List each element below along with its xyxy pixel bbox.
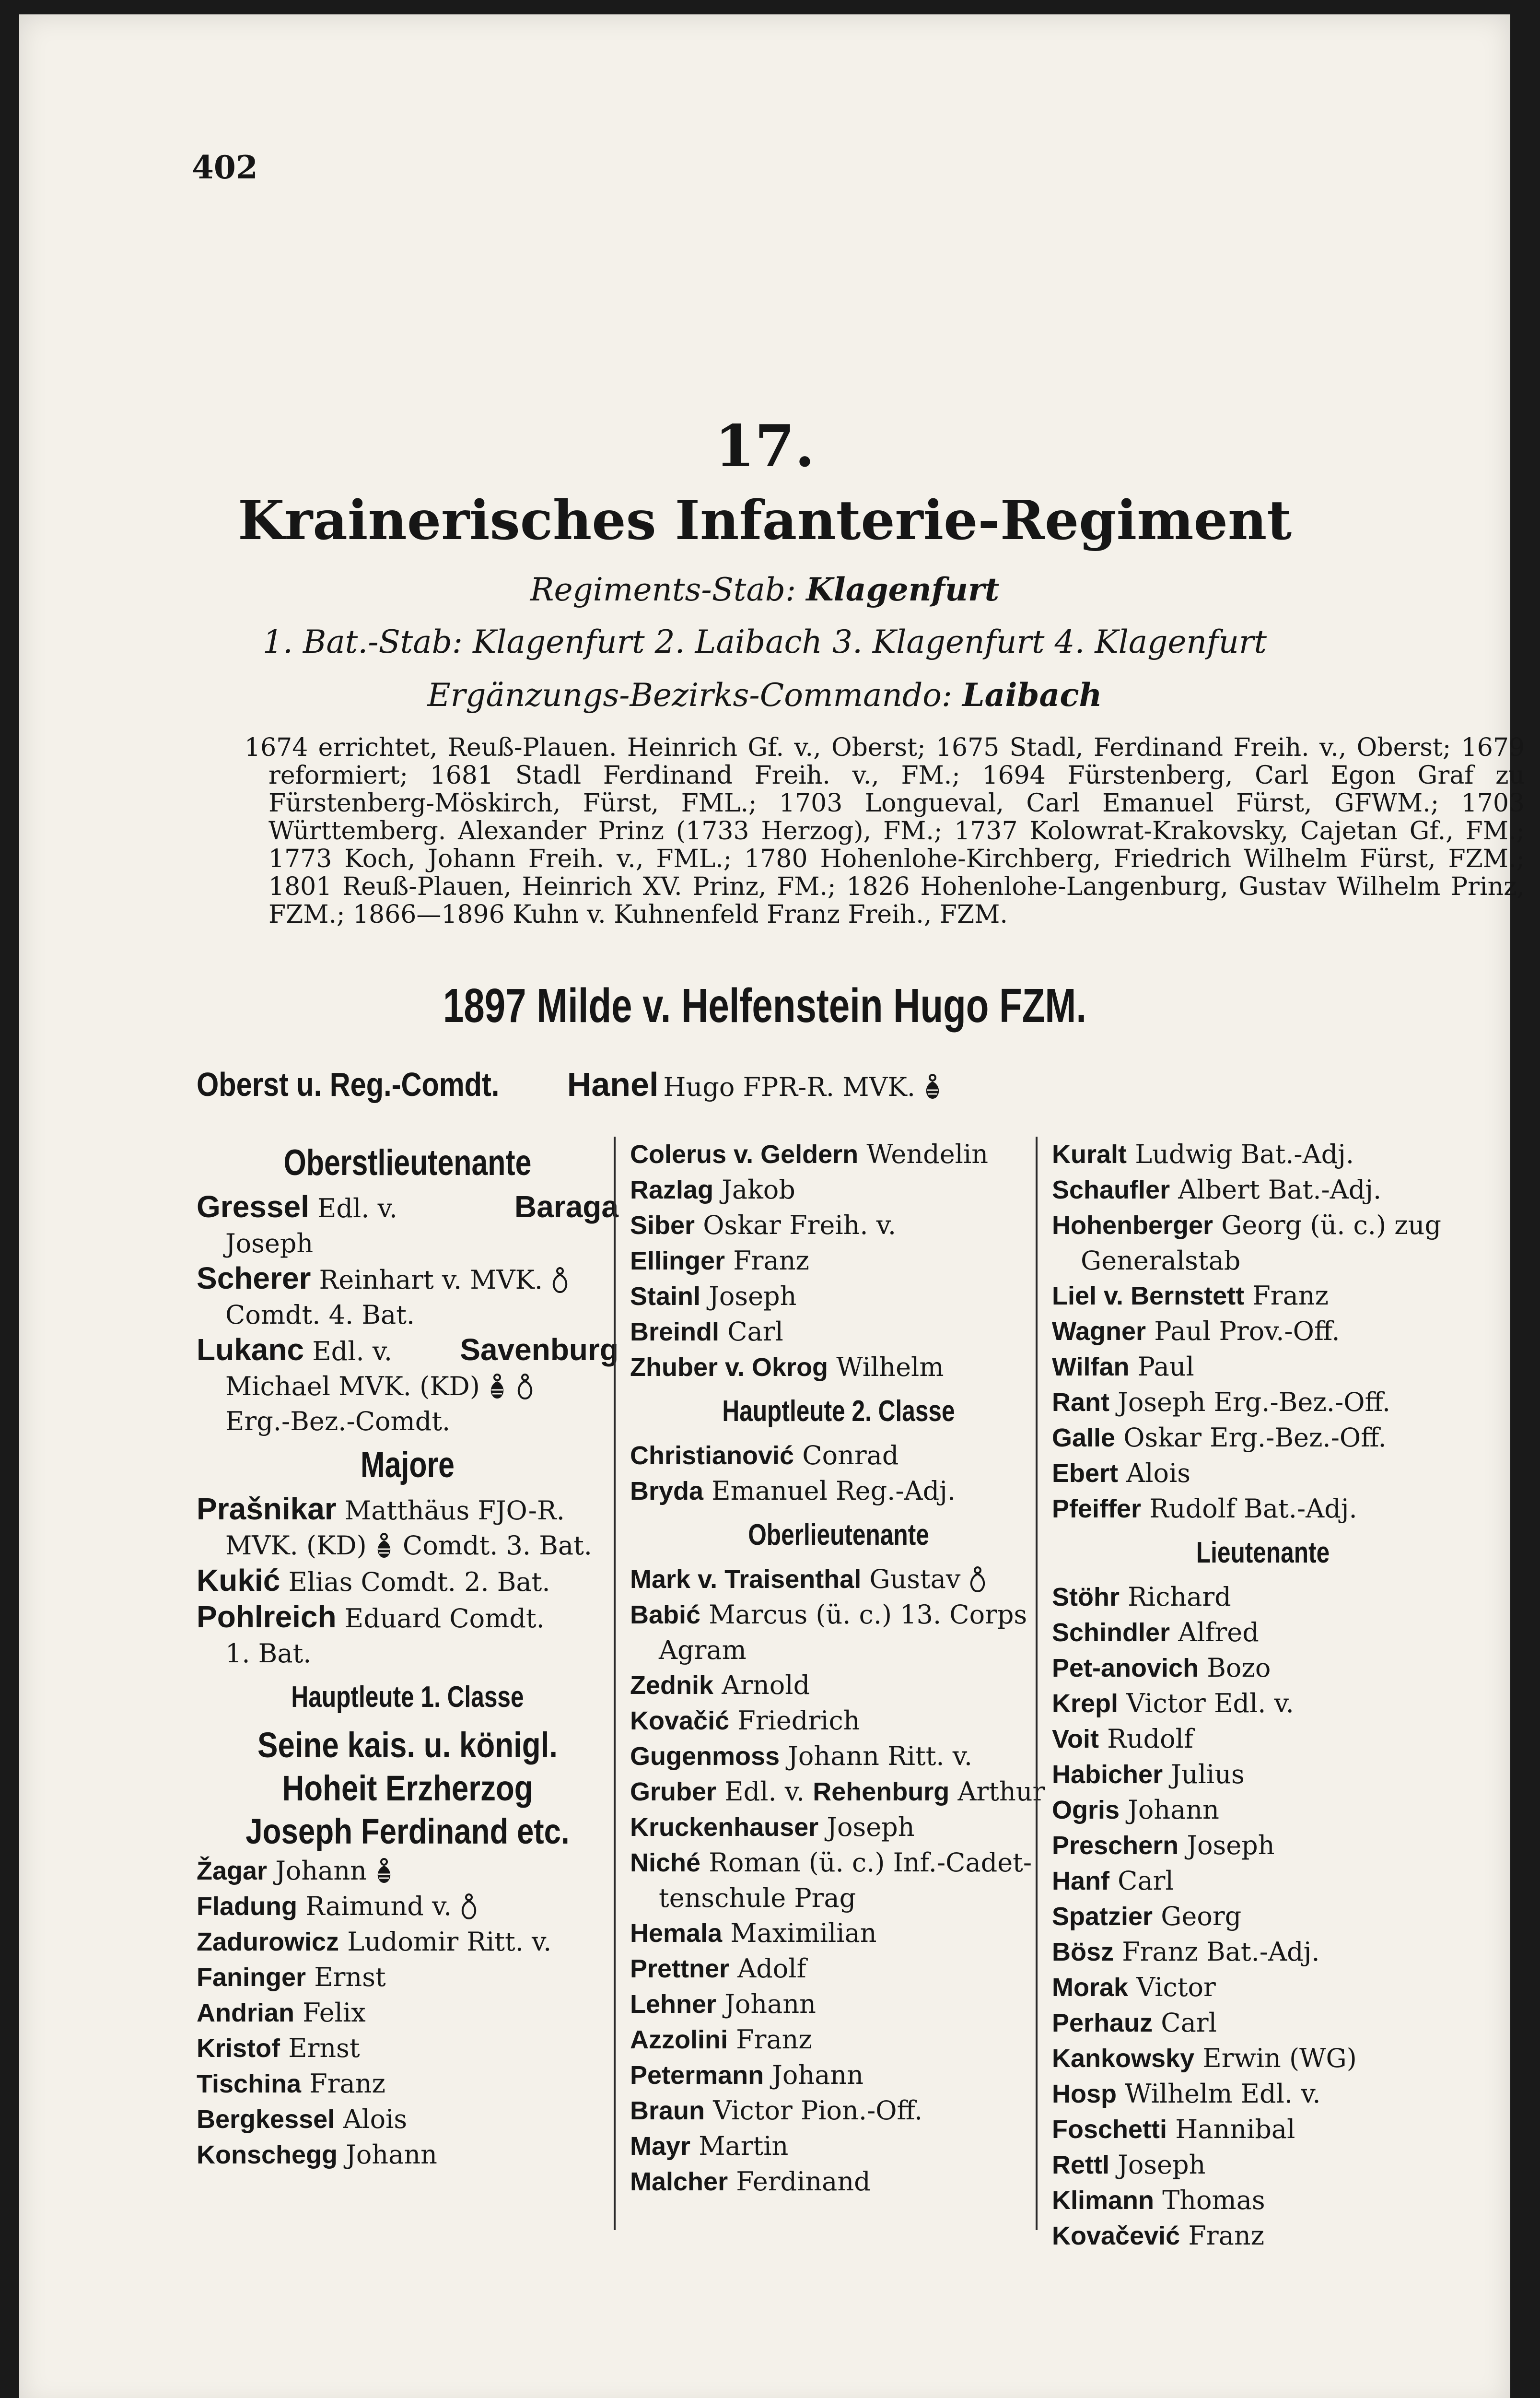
officer-entry (1052, 1863, 1474, 1899)
officer-details: Oskar Freih. v. (703, 1210, 896, 1240)
officer-details: Franz (1188, 2221, 1265, 2251)
officer-entry (630, 1243, 1047, 1279)
officer-surname: Hemala (630, 1919, 723, 1948)
officer-details: Johann (772, 2060, 863, 2090)
officer-surname: Zhuber v. Okrog (630, 1353, 828, 1382)
officer-details: Wendelin (866, 1139, 988, 1169)
officer-continuation: tenschule Prag (659, 1883, 856, 1913)
officer-surname: Gruber (630, 1777, 717, 1806)
officer-surname: Foschetti (1052, 2115, 1167, 2144)
officer-entry (630, 1916, 1047, 1951)
officer-entry (197, 1995, 618, 2031)
officer-entry (630, 1279, 1047, 1314)
officer-surname: Kankowsky (1052, 2044, 1195, 2073)
officer-entry (630, 1562, 1047, 1597)
officer-surname: Lehner (630, 1990, 717, 2019)
officer-details: Ludwig Bat.-Adj. (1135, 1139, 1354, 1169)
officer-details: Ernst (314, 1962, 386, 1992)
column-2 (614, 1137, 1047, 2230)
officer-surname: Konschegg (197, 2140, 338, 2169)
officer-surname: Spatzier (1052, 1902, 1153, 1931)
officer-surname: Klimann (1052, 2186, 1155, 2215)
officer-surname: Kristof (197, 2034, 280, 2063)
officer-entry (1052, 1172, 1474, 1208)
officer-details: Johann (724, 1989, 816, 2019)
officer-details: Franz (733, 1246, 809, 1276)
officer-details: Alois (1126, 1458, 1190, 1488)
officer-entry (1052, 1456, 1474, 1491)
officer-entry (630, 2022, 1047, 2057)
officer-details: Alfred (1178, 1617, 1259, 1647)
officer-details: Arthur (957, 1776, 1045, 1807)
officer-details: Emanuel Reg.-Adj. (712, 1476, 956, 1506)
erg-label: Ergänzungs-Bezirks-Commando: (427, 677, 963, 714)
officer-details: Edl. v. (724, 1776, 805, 1807)
officer-surname: Rettl (1052, 2151, 1109, 2179)
officer-surname: Andrian (197, 1998, 295, 2027)
officer-surname: Prettner (630, 1954, 730, 1983)
officer-surname: Petermann (630, 2061, 764, 2090)
officer-details: Friedrich (737, 1705, 860, 1736)
royal-captain: Seine kais. u. königl. Hoheit Erzherzog Joseph Ferdinand etc. (245, 1725, 570, 1851)
regiment-title: Krainerisches Infanterie-Regiment (237, 489, 1292, 552)
officer-details: Matthäus FJO-R. (344, 1495, 565, 1526)
officer-surname: Voit (1052, 1725, 1099, 1753)
officer-surname: Schaufler (1052, 1175, 1170, 1204)
officer-details: Victor Edl. v. (1126, 1688, 1294, 1718)
officer-details: Carl (1161, 2008, 1217, 2038)
officer-entry (630, 1668, 1047, 1703)
officer-entry (630, 1473, 1047, 1509)
officer-surname: Ebert (1052, 1459, 1119, 1488)
officer-surname: Wagner (1052, 1317, 1146, 1346)
officer-details: Georg (ü. c.) zug (1221, 1210, 1441, 1240)
officer-entry (1052, 1615, 1474, 1650)
officer-entry (630, 1703, 1047, 1739)
officer-details: Maximilian (730, 1918, 877, 1948)
officer-details: Reinhart v. MVK. (319, 1265, 543, 1295)
heading-oberstlieutenante: Oberstlieutenante (283, 1142, 532, 1183)
officer-details: Elias Comdt. 2. Bat. (288, 1567, 550, 1597)
officer-surname: Gugenmoss (630, 1742, 780, 1771)
officer-continuation: 1. Bat. (225, 1638, 312, 1669)
officer-surname: Bergkessel (197, 2105, 335, 2134)
officer-details: Felix (303, 1998, 366, 2028)
officer-surname: Braun (630, 2096, 705, 2125)
column-3 (1036, 1137, 1474, 2251)
officer-entry (630, 2128, 1047, 2164)
officer-surname: Ogris (1052, 1796, 1120, 1824)
officer-details: Johann (346, 2139, 437, 2170)
officer-surname: Bryda (630, 1477, 704, 1505)
officer-details: Wilhelm (836, 1352, 944, 1382)
officer-surname: Kovačević (1052, 2222, 1180, 2250)
officer-entry (1052, 2005, 1474, 2041)
officer-details: Gustav (869, 1564, 961, 1594)
officer-surname: Colerus v. Geldern (630, 1140, 859, 1169)
officer-entry (1052, 1757, 1474, 1792)
officer-details: Jakob (722, 1175, 795, 1205)
oberst-surname: Hanel (567, 1066, 659, 1103)
officer-surname: Mayr (630, 2132, 691, 2161)
officer-details: Conrad (802, 1440, 899, 1470)
officer-entry (1052, 2183, 1474, 2218)
officer-surname: Galle (1052, 1423, 1116, 1452)
officer-details: Franz (309, 2069, 385, 2099)
decoration-outline-icon (514, 1374, 536, 1403)
officer-surname: Scherer (197, 1261, 311, 1295)
officer-surname: Pfeiffer (1052, 1494, 1142, 1523)
officer-surname: Zadurowicz (197, 1928, 339, 1956)
officer-entry (197, 1332, 618, 1369)
officer-entry (630, 2057, 1047, 2093)
officer-surname: Perhauz (1052, 2009, 1153, 2037)
officer-details: Joseph Erg.-Bez.-Off. (1118, 1387, 1391, 1417)
officer-entry (1052, 2147, 1474, 2183)
officer-entry (1052, 1137, 1474, 1172)
officer-entry (197, 1889, 618, 1924)
officer-surname: Fladung (197, 1892, 297, 1921)
officer-entry (197, 1492, 618, 1528)
officer-details: Joseph (827, 1812, 915, 1842)
officer-surname: Krepl (1052, 1689, 1119, 1718)
officer-surname-2: Rehenburg (813, 1777, 950, 1806)
officer-surname: Bösz (1052, 1938, 1114, 1966)
officer-surname: Faninger (197, 1963, 306, 1992)
officer-surname: Malcher (630, 2167, 728, 2196)
heading-majore: Majore (361, 1445, 455, 1485)
officer-entry (630, 1845, 1047, 1881)
officer-continuation: Agram (659, 1635, 747, 1665)
officer-surname: Pohlreich (197, 1599, 337, 1634)
officer-surname: Zednik (630, 1671, 714, 1700)
officer-details: Thomas (1162, 2185, 1265, 2215)
regiments-stab (19, 571, 1510, 608)
officer-surname: Hanf (1052, 1867, 1109, 1895)
officer-entry (630, 1810, 1047, 1845)
officer-entry (197, 1924, 618, 1960)
officer-surname: Schindler (1052, 1618, 1170, 1647)
officer-entry (630, 2093, 1047, 2128)
officer-surname: Žagar (197, 1857, 268, 1885)
officer-entry (630, 1137, 1047, 1172)
officer-surname: Siber (630, 1211, 695, 1240)
officer-entry (1052, 1420, 1474, 1456)
officer-entry (197, 2031, 618, 2066)
officer-surname: Morak (1052, 1973, 1129, 2002)
officer-surname: Gressel (197, 1189, 309, 1224)
officer-entry (1052, 1828, 1474, 1863)
officer-entry (1052, 1579, 1474, 1615)
officer-details: Julius (1171, 1759, 1245, 1789)
officer-entry (1052, 1970, 1474, 2005)
officer-details: Wilhelm Edl. v. (1125, 2079, 1321, 2109)
officer-entry (630, 1774, 1047, 1810)
officer-entry (1052, 2041, 1474, 2076)
officer-details: Edl. v. (317, 1193, 397, 1223)
officer-entry (630, 1438, 1047, 1473)
book-page (19, 14, 1525, 2398)
officer-surname: Razlag (630, 1175, 714, 1204)
officer-surname: Stöhr (1052, 1583, 1120, 1611)
officer-surname-2: Baraga (514, 1189, 618, 1224)
officer-surname: Kovačić (630, 1706, 730, 1735)
officer-surname: Ellinger (630, 1246, 725, 1275)
officer-details: Ernst (288, 2033, 360, 2063)
officer-surname: Christianović (630, 1441, 794, 1470)
decoration-outline-icon (967, 1566, 988, 1596)
officer-entry (630, 1172, 1047, 1208)
officer-entry (197, 1261, 618, 1297)
officer-details: Paul (1137, 1352, 1194, 1382)
regiment-history: 1674 errichtet, Reuß-Plauen. Heinrich Gf. v., Oberst; 1675 Stadl, Ferdinand Freih. v., Oberst; 1679 reformiert; 1681 Stadl Ferdinand Freih. v., FM.; 1694 Fürstenberg, Carl Egon Graf zu Fürstenberg-Möskirch, Fürst, FML.; 1703 Longueval, Carl Emanuel Fürst, GFWM.; 1703 Württemberg. Alexander Prinz (1733 Herzog), FM.; 1737 Kolowrat-Krakovsky, Cajetan Gf., FM.; 1773 Koch, Johann Freih. v., FML.; 1780 Hohenlohe-Kirchberg, Friedrich Wilhelm Fürst, FZM.; 1801 Reuß-Plauen, Heinrich XV. Prinz, FM.; 1826 Hohenlohe-Langenburg, Gustav Wilhelm Prinz, FZM.; 1866—1896 Kuhn v. Kuhnenfeld Franz Freih., FZM. (245, 733, 1525, 929)
officer-details: Albert Bat.-Adj. (1178, 1175, 1382, 1205)
officer-continuation: Generalstab (1081, 1246, 1241, 1276)
officer-details: Carl (1118, 1866, 1174, 1896)
decoration-outline-icon (458, 1893, 479, 1923)
decoration-filled-icon (922, 1072, 943, 1102)
officer-surname: Breindl (630, 1317, 720, 1346)
officer-details: Paul Prov.-Off. (1154, 1316, 1340, 1346)
officer-entry (630, 1951, 1047, 1987)
officer-entry (630, 1739, 1047, 1774)
officer-surname: Wilfan (1052, 1352, 1130, 1381)
officer-details: Georg (1161, 1901, 1242, 1931)
officer-entry (1052, 1686, 1474, 1721)
officer-details: Raimund v. (305, 1891, 452, 1921)
officer-details: Carl (727, 1317, 783, 1347)
officer-details: Rudolf (1107, 1724, 1193, 1754)
officer-details: Bozo (1207, 1653, 1271, 1683)
officer-entry (1052, 1278, 1474, 1314)
officer-entry (630, 1208, 1047, 1243)
column-1 (197, 1137, 618, 2173)
officer-entry (1052, 2112, 1474, 2147)
officer-surname: Babić (630, 1600, 701, 1629)
decoration-filled-icon (487, 1374, 508, 1403)
officer-details: Adolf (737, 1953, 806, 1984)
officer-entry (1052, 1208, 1474, 1243)
officer-surname: Stainl (630, 1282, 701, 1311)
officer-entry (197, 1853, 618, 1889)
officer-details: Rudolf Bat.-Adj. (1149, 1493, 1357, 1524)
officer-surname: Niché (630, 1848, 701, 1877)
officer-entry (1052, 1792, 1474, 1828)
officer-surname: Hohenberger (1052, 1211, 1213, 1240)
officer-details: Ferdinand (736, 2166, 871, 2197)
officer-entry (197, 2137, 618, 2173)
decoration-outline-icon (549, 1267, 571, 1297)
officer-entry (630, 1314, 1047, 1350)
officer-surname: Lukanc (197, 1332, 304, 1367)
officer-continuation (197, 1528, 618, 1563)
officer-surname-2: Savenburg (460, 1332, 618, 1367)
officer-surname: Tischina (197, 2069, 302, 2098)
regiment-number: 17. (714, 412, 815, 480)
oberst-details: Hugo FPR-R. MVK. (663, 1072, 916, 1102)
officer-details: Richard (1128, 1582, 1231, 1612)
regiment-inhaber: 1897 Milde v. Helfenstein Hugo FZM. (443, 979, 1087, 1033)
officer-surname: Azzolini (630, 2025, 728, 2054)
officer-details: Oskar Erg.-Bez.-Off. (1123, 1422, 1387, 1453)
officer-surname: Preschern (1052, 1831, 1179, 1860)
officer-surname: Mark v. Traisenthal (630, 1565, 862, 1594)
officer-details: Joseph (709, 1281, 797, 1311)
officer-entry (630, 1987, 1047, 2022)
officer-entry (1052, 1899, 1474, 1934)
officer-details: Franz Bat.-Adj. (1122, 1937, 1320, 1967)
decoration-filled-icon (373, 1533, 395, 1563)
officer-entry (197, 1189, 618, 1226)
heading-hauptleute-1: Hauptleute 1. Classe (291, 1681, 524, 1714)
officer-entry (197, 1599, 618, 1636)
officer-continuation (197, 1369, 618, 1404)
officer-entry (1052, 1314, 1474, 1349)
officer-details: Joseph (1187, 1830, 1275, 1860)
officer-entry (630, 1597, 1047, 1633)
officer-entry (1052, 1385, 1474, 1420)
officer-details: Roman (ü. c.) Inf.-Cadet- (709, 1847, 1032, 1878)
heading-oberlieutenante: Oberlieutenante (748, 1518, 929, 1552)
battalion-stations: 1. Bat.-Stab: Klagenfurt 2. Laibach 3. Klagenfurt 4. Klagenfurt (262, 623, 1267, 660)
officer-entry (1052, 1491, 1474, 1527)
officer-details: Erwin (WG) (1202, 2043, 1357, 2073)
officer-details: Victor (1136, 1972, 1216, 2002)
officer-details: Comdt. 3. Bat. (402, 1530, 592, 1561)
officer-details: Alois (343, 2104, 408, 2134)
officer-entry (197, 1563, 618, 1599)
officer-entry (1052, 1349, 1474, 1385)
officer-surname: Prašnikar (197, 1492, 337, 1526)
officer-surname: Pet-anovich (1052, 1654, 1199, 1682)
officer-entry (1052, 1934, 1474, 1970)
officer-surname: Kruckenhauser (630, 1813, 819, 1842)
stab-place: Klagenfurt (806, 571, 1000, 608)
officer-details: Arnold (722, 1670, 810, 1700)
heading-hauptleute-2: Hauptleute 2. Classe (722, 1395, 955, 1428)
officer-details: Edl. v. (312, 1336, 393, 1366)
heading-lieutenante: Lieutenante (1196, 1536, 1330, 1569)
officer-details: Joseph (1118, 2150, 1206, 2180)
officer-details: Hannibal (1175, 2114, 1295, 2144)
officer-details: Martin (699, 2131, 789, 2161)
officer-entry (197, 2102, 618, 2137)
officer-entry (630, 1350, 1047, 1385)
officer-entry (1052, 1721, 1474, 1757)
decoration-filled-icon (373, 1858, 395, 1888)
ergaenzungs-bezirk (19, 676, 1510, 714)
oberst-role: Oberst u. Reg.-Comdt. (197, 1066, 500, 1103)
officer-details: Franz (736, 2024, 812, 2055)
officer-surname: Habicher (1052, 1760, 1163, 1789)
officer-details: Eduard Comdt. (344, 1603, 545, 1634)
officer-surname: Hosp (1052, 2080, 1117, 2108)
page-number: 402 (192, 149, 258, 186)
officer-continuation: Comdt. 4. Bat. (225, 1300, 415, 1330)
officer-entry (1052, 2218, 1474, 2254)
officer-entry (197, 1960, 618, 1995)
officer-surname: Kukić (197, 1563, 280, 1598)
stab-label: Regiments-Stab: (530, 571, 806, 608)
officer-details: Ludomir Ritt. v. (347, 1927, 552, 1957)
officer-details: Victor Pion.-Off. (713, 2095, 923, 2126)
officer-details: Michael MVK. (KD) (225, 1371, 480, 1401)
officer-details: Johann (1128, 1795, 1219, 1825)
officer-details: MVK. (KD) (225, 1530, 367, 1561)
officer-details: Johann (275, 1856, 367, 1886)
officer-entry (197, 2066, 618, 2102)
officer-surname: Rant (1052, 1388, 1109, 1417)
officer-details: Johann Ritt. v. (788, 1741, 973, 1771)
oberst-line (197, 1065, 943, 1104)
officer-continuation: Joseph (225, 1228, 314, 1258)
officer-entry (1052, 1650, 1474, 1686)
officer-surname: Liel v. Bernstett (1052, 1281, 1245, 1310)
officer-details: Marcus (ü. c.) 13. Corps (709, 1599, 1027, 1630)
officer-entry (630, 2164, 1047, 2199)
officer-surname: Kuralt (1052, 1140, 1127, 1169)
officer-entry (1052, 2076, 1474, 2112)
officer-continuation: Erg.-Bez.-Comdt. (225, 1406, 451, 1436)
officer-details: Franz (1252, 1281, 1329, 1311)
erg-place: Laibach (962, 676, 1102, 714)
